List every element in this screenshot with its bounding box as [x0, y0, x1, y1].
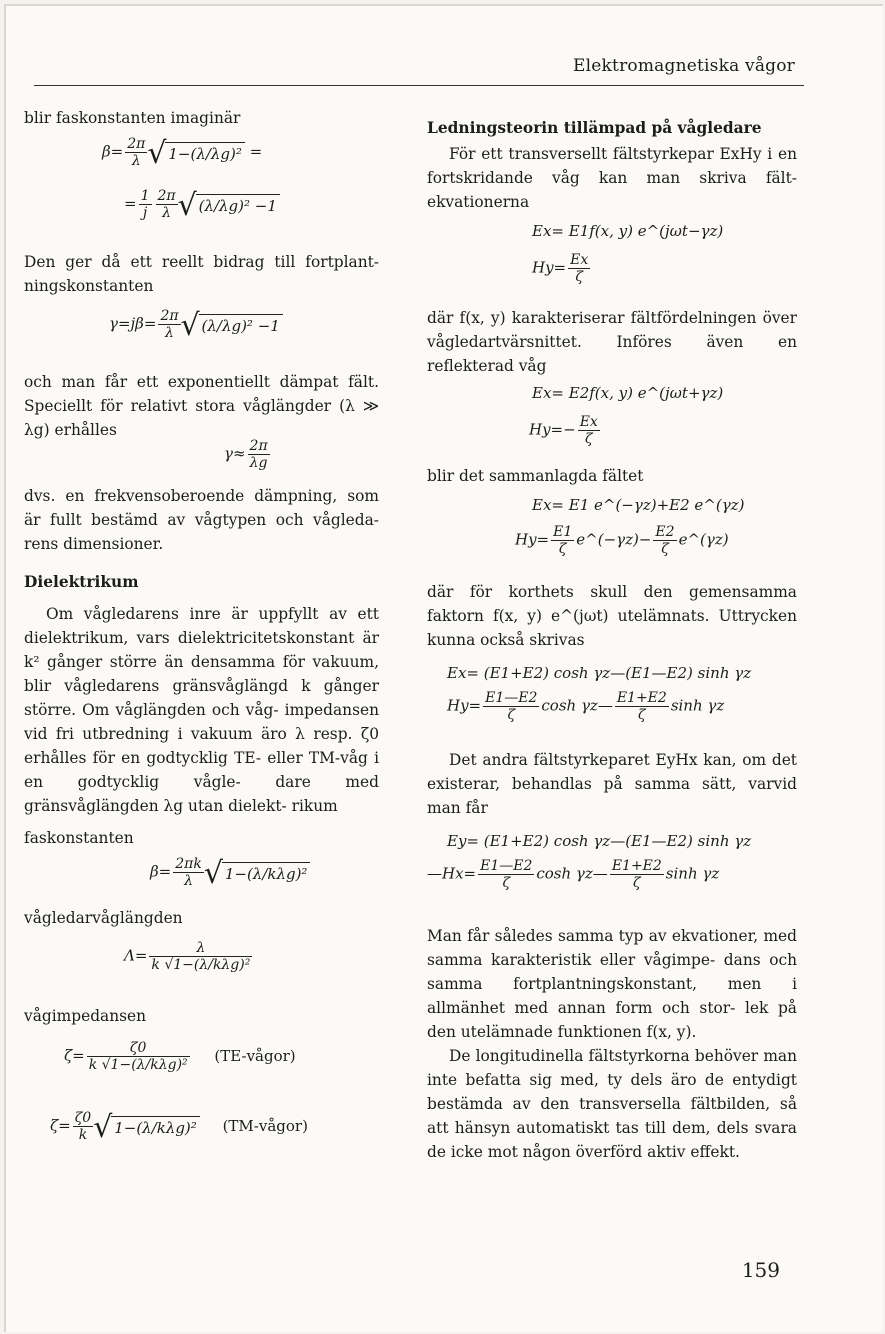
- paragraph: faskonstanten: [24, 829, 134, 847]
- equals-sign: =: [249, 142, 263, 161]
- fraction: [73, 1110, 94, 1143]
- equation-lhs: Hy=: [515, 530, 550, 549]
- numerator: λ: [196, 940, 206, 956]
- numerator: 2πk: [175, 856, 202, 872]
- equation-beta-imaginary: [102, 136, 379, 186]
- right-column: [427, 106, 797, 1164]
- paragraph: och man får ett exponentiellt dämpat fält. Speciellt för relativt stora våglängder (λ ≫ λg) erhålles: [24, 373, 379, 439]
- equation-beta-dielectric: [150, 856, 379, 906]
- denominator: ζ: [578, 430, 600, 447]
- fraction: [125, 136, 147, 169]
- fraction: [139, 188, 152, 221]
- numerator: E1—E2: [480, 858, 533, 874]
- denominator: ζ: [551, 540, 574, 557]
- denominator: λ: [158, 324, 180, 341]
- numerator: 2π: [249, 438, 268, 454]
- paragraph: där för korthets skull den gemensamma faktorn f(x, y) e^(jωt) utelämnats. Uttrycken kunna också skrivas: [427, 583, 797, 649]
- denominator: ζ: [478, 874, 534, 891]
- denominator: k √1−(λ/kλg)²: [88, 1057, 188, 1073]
- paragraph: dvs. en frekvensoberoende dämpning, som är fullt bestämd av vågtypen och vågleda- rens dimensioner.: [24, 487, 379, 553]
- equation-lhs: β=: [150, 862, 172, 881]
- denominator: k: [73, 1126, 94, 1143]
- square-root: [149, 142, 245, 163]
- equation-tag-te: (TE-vågor): [214, 1046, 296, 1065]
- denominator: ζ: [568, 268, 590, 285]
- equals-sign: =: [124, 194, 137, 213]
- equation-lhs: Hy=: [532, 258, 567, 277]
- numerator: E1—E2: [485, 690, 538, 706]
- paragraph: För ett transversellt fältstyrkepar ExHy i en fortskridande våg kan man skriva fält- ekvationerna: [427, 145, 797, 211]
- fraction: [248, 438, 270, 471]
- denominator: ζ: [615, 706, 669, 723]
- square-root: [183, 314, 283, 335]
- fraction: [478, 858, 534, 891]
- page-number: 159: [741, 1258, 780, 1282]
- fraction: [156, 188, 178, 221]
- numerator: 2π: [127, 136, 146, 152]
- equation-lhs: Hy=: [447, 696, 482, 715]
- equation-ex-reflected: Ex= E2f(x, y) e^(jωt+γz): [532, 384, 724, 402]
- denominator: j: [139, 204, 152, 221]
- denominator: λ: [125, 152, 147, 169]
- denominator: ζ: [610, 874, 664, 891]
- numerator: ζ0: [129, 1040, 147, 1056]
- equation-ex-cosh: Ex= (E1+E2) cosh γz—(E1—E2) sinh γz: [447, 664, 752, 682]
- equation-lhs: γ≈: [224, 444, 246, 463]
- numerator: 2π: [157, 188, 176, 204]
- equation-ex-total: Ex= E1 e^(−γz)+E2 e^(γz): [532, 496, 745, 514]
- equation-term: sinh γz: [670, 696, 725, 715]
- radicand: 1−(λ/λg)²: [165, 142, 245, 163]
- fraction: [173, 856, 204, 889]
- fraction: [610, 858, 664, 891]
- equation-term: cosh γz—: [541, 696, 613, 715]
- equation-impedance-tm: [50, 1110, 379, 1166]
- denominator: k √1−(λ/kλg)²: [151, 957, 251, 973]
- equation-beta-j: [124, 188, 379, 242]
- square-root: [180, 194, 280, 215]
- equation-hy-reflected: [529, 414, 797, 460]
- equation-term: cosh γz—: [536, 864, 608, 883]
- running-title: Elektromagnetiska vågor: [573, 56, 795, 76]
- fraction: [551, 524, 574, 557]
- equation-lhs: β=: [102, 142, 124, 161]
- numerator: 1: [140, 188, 150, 204]
- radicand: 1−(λ/kλg)²: [111, 1116, 200, 1137]
- paragraph: De longitudinella fältstyrkorna behöver man inte befatta sig med, ty dels äro de entydigt bestämda av den transversella fältbilden, så att hänsyn automatiskt tas till dem, dels svara de icke mot någon överförd aktiv effekt.: [427, 1047, 797, 1161]
- fraction: [87, 1040, 190, 1073]
- equation-term: sinh γz: [665, 864, 720, 883]
- numerator: E1+E2: [611, 858, 662, 874]
- equation-tag-tm: (TM-vågor): [222, 1116, 308, 1135]
- equation-lhs: ζ=: [50, 1116, 71, 1135]
- book-page: [4, 4, 883, 1332]
- equation-ex-forward: Ex= E1f(x, y) e^(jωt−γz): [532, 222, 724, 240]
- numerator: Ex: [579, 414, 598, 430]
- equation-lhs: Hy=−: [529, 420, 576, 439]
- equation-hx-cosh: [427, 858, 797, 910]
- numerator: Ex: [570, 252, 589, 268]
- numerator: E1: [553, 524, 573, 540]
- equation-lhs: γ=jβ=: [109, 314, 157, 333]
- paragraph: Den ger då ett reellt bidrag till fortplant- ningskonstanten: [24, 253, 379, 295]
- numerator: ζ0: [74, 1110, 92, 1126]
- paragraph: vågimpedansen: [24, 1007, 147, 1025]
- paragraph: vågledarvåglängden: [24, 909, 183, 927]
- denominator: λg: [248, 454, 270, 471]
- equation-guide-wavelength: [124, 940, 379, 1004]
- paragraph: blir det sammanlagda fältet: [427, 467, 644, 485]
- numerator: E1+E2: [616, 690, 667, 706]
- paragraph: blir faskonstanten imaginär: [24, 109, 241, 127]
- square-root: [95, 1116, 200, 1137]
- paragraph: Man får således samma typ av ekvationer, med samma karakteristik eller vågimpe- dans och samma fortplantningskonstant, men i allmänhet med annan form och stor- lek på den utelämnade funktionen f(x, y).: [427, 927, 797, 1041]
- equation-impedance-te: [64, 1040, 379, 1106]
- equation-hy-total: [515, 524, 797, 576]
- equation-lhs: Λ=: [124, 946, 148, 965]
- equation-lhs: —Hx=: [427, 864, 477, 883]
- section-heading-ledningsteorin: Ledningsteorin tillämpad på vågledare: [427, 119, 762, 137]
- equation-gamma-approx: [224, 438, 379, 482]
- equation-hy-forward: [532, 252, 797, 298]
- numerator: 2π: [160, 308, 179, 324]
- fraction: [158, 308, 180, 341]
- fraction: [615, 690, 669, 723]
- fraction: [578, 414, 600, 447]
- radicand: (λ/λg)² −1: [199, 314, 283, 335]
- header-rule: [34, 85, 804, 86]
- equation-gamma: [109, 308, 379, 366]
- fraction: [483, 690, 539, 723]
- denominator: λ: [156, 204, 178, 221]
- equation-term: e^(γz): [678, 530, 729, 549]
- section-heading-dielektrikum: Dielektrikum: [24, 573, 139, 591]
- equation-ey-cosh: Ey= (E1+E2) cosh γz—(E1—E2) sinh γz: [447, 832, 752, 850]
- numerator: E2: [655, 524, 675, 540]
- paragraph: Om vågledarens inre är uppfyllt av ett dielektrikum, vars dielektricitetskonstant är k² gånger större än densamma för vakuum, blir vågledarens gränsvåglängd k gånger större. Om våglängden och våg- impedansen vid fri utbredning i vakuum äro λ resp. ζ0 erhålles för en godtycklig TE- eller TM-våg i en godtycklig vågle- dare med gränsvåglängden λg utan dielekt- rikum: [24, 605, 379, 815]
- paragraph: Det andra fältstyrkeparet EyHx kan, om det existerar, behandlas på samma sätt, varvid man får: [427, 751, 797, 817]
- denominator: ζ: [483, 706, 539, 723]
- paragraph: där f(x, y) karakteriserar fältfördelningen över vågledartvärsnittet. Införes även en reflekterad våg: [427, 309, 797, 375]
- denominator: λ: [173, 872, 204, 889]
- equation-term: e^(−γz)−: [576, 530, 652, 549]
- equation-lhs: ζ=: [64, 1046, 85, 1065]
- radicand: (λ/λg)² −1: [196, 194, 280, 215]
- fraction: [653, 524, 676, 557]
- left-column: [24, 106, 379, 1166]
- fraction: [149, 940, 252, 973]
- fraction: [568, 252, 590, 285]
- square-root: [206, 862, 311, 883]
- denominator: ζ: [653, 540, 676, 557]
- radicand: 1−(λ/kλg)²: [222, 862, 311, 883]
- equation-hy-cosh: [447, 690, 797, 740]
